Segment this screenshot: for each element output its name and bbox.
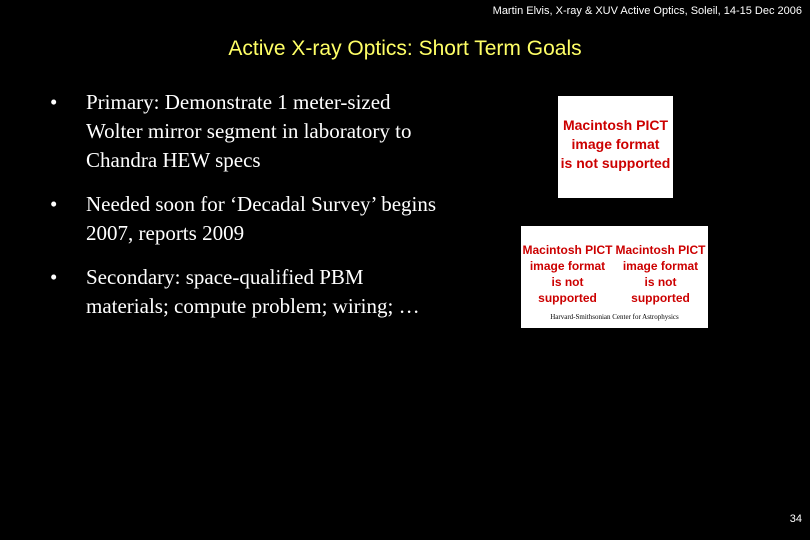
page-number: 34 bbox=[789, 513, 802, 525]
placeholder-line: Macintosh PICT bbox=[562, 117, 668, 133]
placeholder-line: is not supported bbox=[560, 155, 671, 171]
bullet-icon: • bbox=[50, 90, 58, 114]
image-caption: Harvard-Smithsonian Center for Astrophysics bbox=[550, 313, 679, 321]
bullet-text: Primary: Demonstrate 1 meter-sized Wolter mirror segment in laboratory to Chandra HEW specs bbox=[86, 90, 412, 172]
image-pair bbox=[521, 226, 708, 328]
bullet-icon: • bbox=[50, 265, 58, 289]
bullet-icon: • bbox=[50, 192, 58, 216]
placeholder-line: Macintosh PICT bbox=[522, 243, 613, 257]
placeholder-line: Macintosh PICT bbox=[615, 243, 706, 257]
unsupported-image-placeholder bbox=[521, 242, 614, 306]
bullet-list bbox=[50, 88, 450, 336]
bullet-text: Needed soon for ‘Decadal Survey’ begins 2007, reports 2009 bbox=[86, 192, 437, 245]
slide-title: Active X-ray Optics: Short Term Goals bbox=[228, 37, 582, 60]
unsupported-image-placeholder bbox=[558, 96, 673, 198]
placeholder-line: is not supported bbox=[538, 275, 597, 305]
unsupported-image-placeholder bbox=[614, 242, 707, 306]
placeholder-line: image format bbox=[529, 259, 606, 273]
bullet-item-decadal bbox=[50, 190, 450, 248]
placeholder-line: image format bbox=[622, 259, 699, 273]
placeholder-line: is not supported bbox=[631, 275, 690, 305]
bullet-item-primary bbox=[50, 88, 450, 175]
bullet-item-secondary bbox=[50, 263, 450, 321]
slide-header-note: Martin Elvis, X-ray & XUV Active Optics, Soleil, 14-15 Dec 2006 bbox=[492, 5, 802, 17]
placeholder-line: image format bbox=[571, 136, 660, 152]
bullet-text: Secondary: space-qualified PBM materials; compute problem; wiring; … bbox=[86, 265, 420, 318]
